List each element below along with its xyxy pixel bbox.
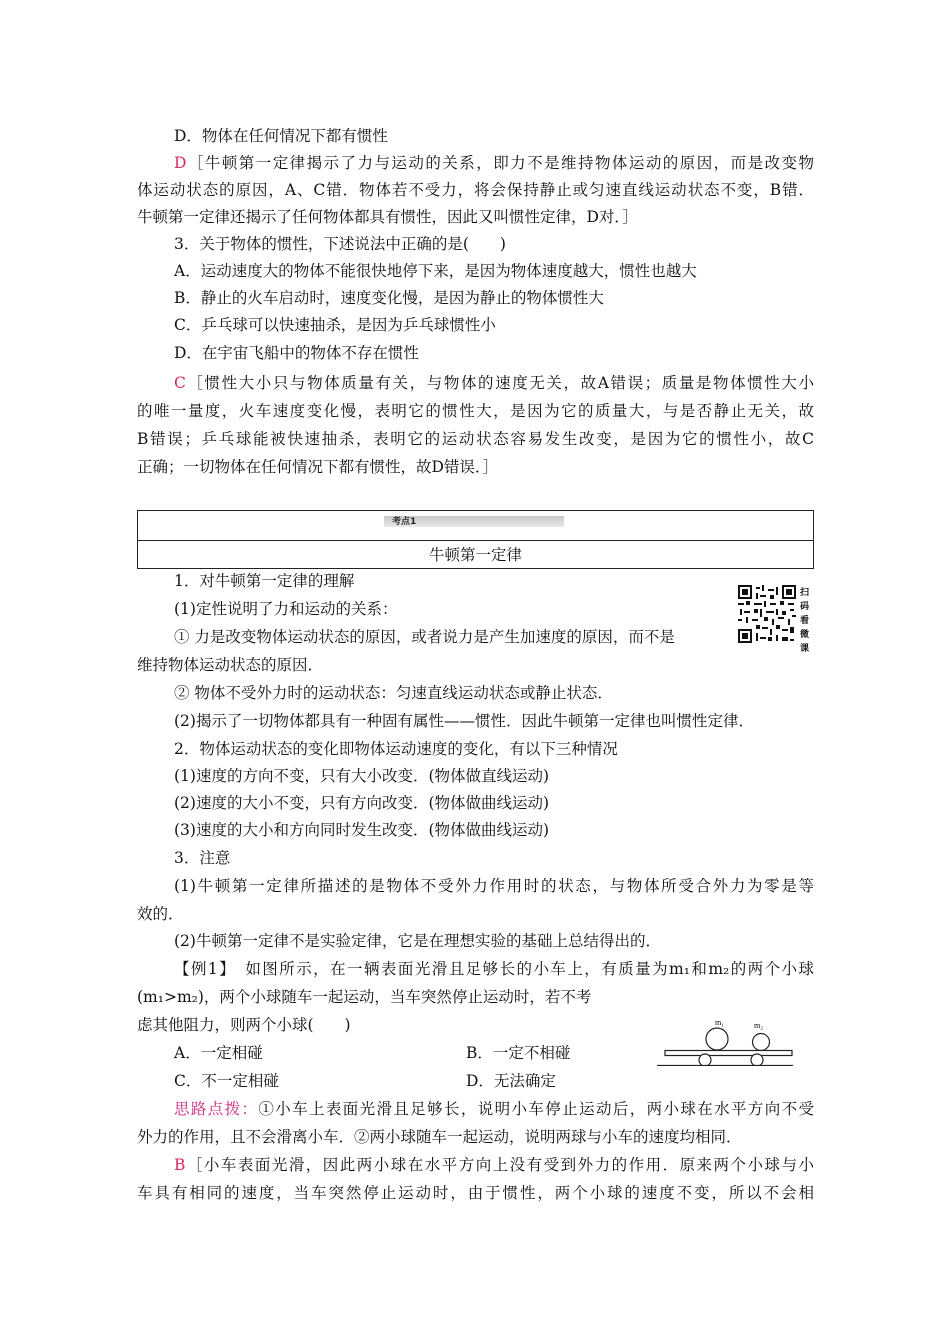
example-option-d: D．无法确定 xyxy=(466,1072,556,1090)
q2-option-d: D．物体在任何情况下都有惯性 xyxy=(174,127,388,145)
q3-option-a: A．运动速度大的物体不能很快地停下来，是因为物体速度越大，惯性也越大 xyxy=(174,262,697,280)
example-answer: B xyxy=(174,1156,186,1174)
ball-m2 xyxy=(753,1034,770,1051)
fig-label-m1: m₁ xyxy=(715,1018,725,1027)
q3-option-d: D．在宇宙飞船中的物体不存在惯性 xyxy=(174,344,419,362)
content-line-5: ② 物体不受外力时的运动状态：匀速直线运动状态或静止状态． xyxy=(174,684,613,702)
content-line-12: (1)牛顿第一定律所描述的是物体不受外力作用时的状态，与物体所受合外力为零是等 xyxy=(174,877,814,895)
content-line-10: (3)速度的大小和方向同时发生改变．(物体做曲线运动) xyxy=(174,821,550,839)
content-line-9: (2)速度的大小不变，只有方向改变．(物体做曲线运动) xyxy=(174,794,550,812)
section-header-box xyxy=(137,510,814,569)
content-line-7: 2．物体运动状态的变化即物体运动速度的变化，有以下三种情况 xyxy=(174,740,618,758)
content-line-3: ① 力是改变物体运动状态的原因，或者说力是产生加速度的原因，而不是 xyxy=(174,628,675,646)
content-line-2: (1)定性说明了力和运动的关系： xyxy=(174,600,398,618)
example-stem-line-1: 【例1】 如图所示，在一辆表面光滑且足够长的小车上，有质量为m₁和m₂的两个小球 xyxy=(174,960,814,978)
hint-line-2: 外力的作用，且不会滑离小车．②两小球随车一起运动，说明两球与小车的速度均相同． xyxy=(137,1128,742,1146)
section-header-strip xyxy=(138,511,813,541)
q3-explanation-line-1: C［惯性大小只与物体质量有关，与物体的速度无关，故A错误；质量是物体惯性大小 xyxy=(174,374,814,392)
q3-explanation-line-2: 的唯一量度，火车速度变化慢，表明它的惯性大，是因为它的质量大，与是否静止无关，故 xyxy=(137,402,814,420)
section-tag: 考点1 xyxy=(384,516,564,527)
example-option-b: B．一定不相碰 xyxy=(466,1044,571,1062)
content-line-6: (2)揭示了一切物体都具有一种固有属性——惯性．因此牛顿第一定律也叫惯性定律． xyxy=(174,712,754,730)
example-explanation-line-2: 车具有相同的速度，当车突然停止运动时，由于惯性，两个小球的速度不变，所以不会相 xyxy=(137,1184,814,1202)
fig-label-m2: m₂ xyxy=(754,1021,764,1030)
content-line-14: (2)牛顿第一定律不是实验定律，它是在理想实验的基础上总结得出的． xyxy=(174,932,661,950)
content-line-11: 3．注意 xyxy=(174,849,231,867)
example-stem-line-2: (m₁>m₂)，两个小球随车一起运动，当车突然停止运动时，若不考 xyxy=(137,988,592,1006)
q3-explanation-line-4: 正确；一切物体在任何情况下都有惯性，故D错误．］ xyxy=(137,458,499,476)
example-label: 【例1】 xyxy=(174,960,229,978)
q2-explanation-line-1: D［牛顿第一定律揭示了力与运动的关系，即力不是维持物体运动的原因，而是改变物 xyxy=(174,154,814,172)
cart-figure xyxy=(655,1016,795,1066)
wheel-right xyxy=(751,1054,763,1066)
q2-explanation-line-2: 体运动状态的原因，A、C错．物体若不受力，将会保持静止或匀速直线运动状态不变，B错． xyxy=(137,181,814,199)
q3-option-b: B．静止的火车启动时，速度变化慢，是因为静止的物体惯性大 xyxy=(174,289,604,307)
q2-answer: D xyxy=(174,154,187,172)
hint-label: 思路点拨： xyxy=(174,1100,259,1118)
q3-stem: 3．关于物体的惯性，下述说法中正确的是( ) xyxy=(174,235,506,253)
content-line-4: 维持物体运动状态的原因． xyxy=(137,656,324,674)
section-title: 牛顿第一定律 xyxy=(428,546,522,564)
example-option-c: C．不一定相碰 xyxy=(174,1072,279,1090)
q3-explanation-line-3: B错误；乒乓球能被快速抽杀，表明它的运动状态容易发生改变，是因为它的惯性小，故C xyxy=(137,430,814,448)
content-line-8: (1)速度的方向不变，只有大小改变．(物体做直线运动) xyxy=(174,767,550,785)
cart-board xyxy=(665,1051,792,1056)
content-line-1: 1．对牛顿第一定律的理解 xyxy=(174,572,355,590)
example-option-a: A．一定相碰 xyxy=(174,1044,263,1062)
example-explanation-line-1: B［小车表面光滑，因此两小球在水平方向上没有受到外力的作用．原来两个小球与小 xyxy=(174,1156,814,1174)
qr-code-icon[interactable] xyxy=(738,585,796,643)
content-line-13: 效的． xyxy=(137,905,184,923)
qr-caption: 扫码看微课 xyxy=(800,588,810,654)
example-stem-line-3: 虑其他阻力，则两个小球( ) xyxy=(137,1016,351,1034)
q3-answer: C xyxy=(174,374,186,392)
hint-line-1: 思路点拨：①小车上表面光滑且足够长，说明小车停止运动后，两小球在水平方向不受 xyxy=(174,1100,814,1118)
ball-m1 xyxy=(706,1028,728,1050)
q2-explanation-line-3: 牛顿第一定律还揭示了任何物体都具有惯性，因此又叫惯性定律，D对．］ xyxy=(137,208,638,226)
q3-option-c: C．乒乓球可以快速抽杀，是因为乒乓球惯性小 xyxy=(174,316,496,334)
wheel-left xyxy=(699,1054,711,1066)
